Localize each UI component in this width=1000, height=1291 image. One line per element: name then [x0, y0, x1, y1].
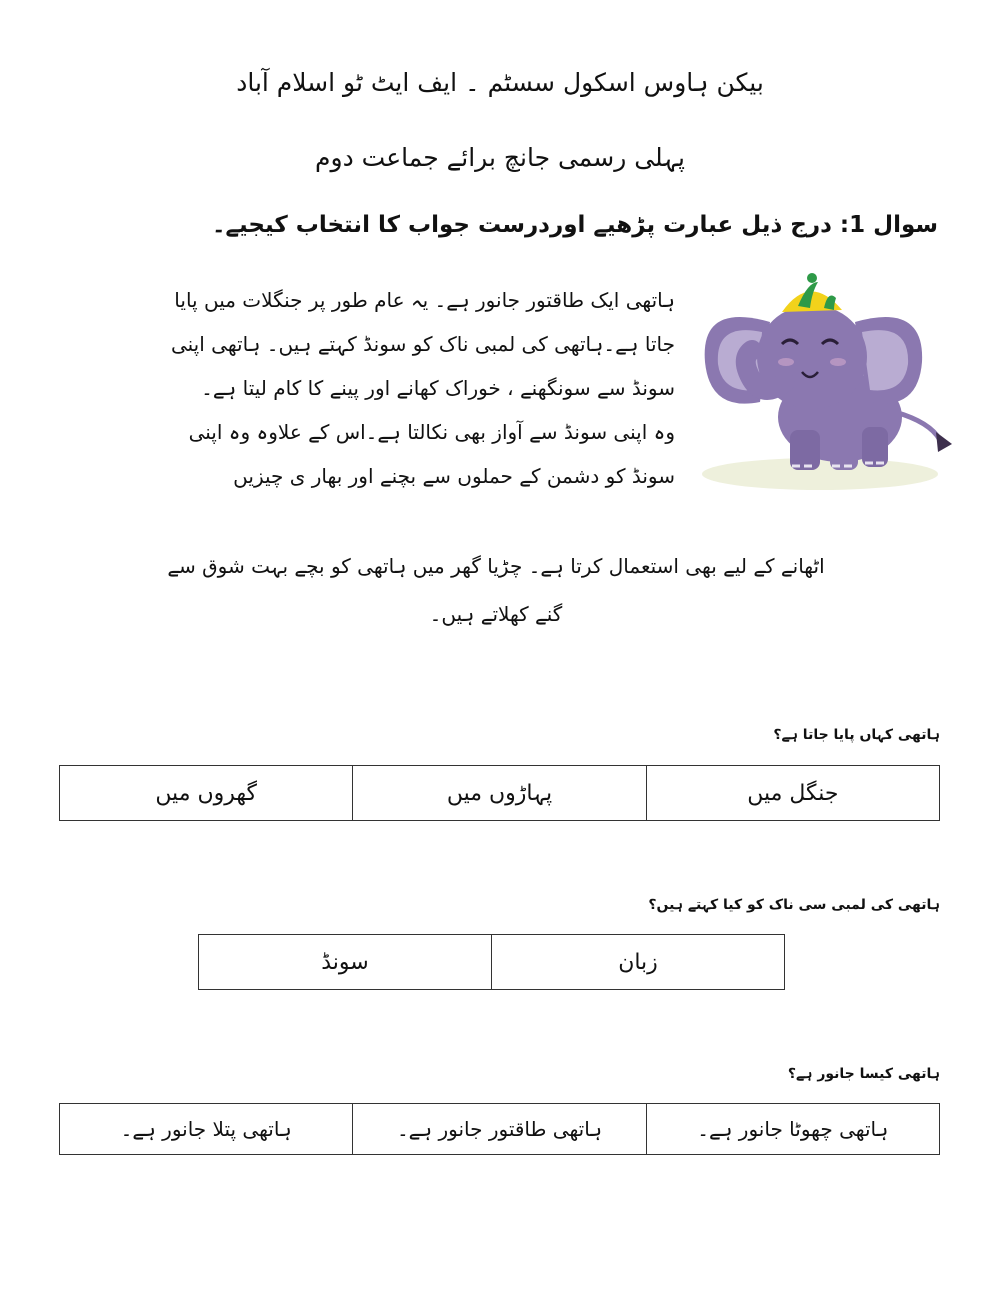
question-c: ہاتھی کیسا جانور ہے؟	[787, 1066, 940, 1082]
passage-line: اٹھانے کے لیے بھی استعمال کرتا ہے۔ چڑیا گھر میں ہاتھی کو بچے بہت شوق سے	[167, 554, 825, 578]
option-cell[interactable]: جنگل میں	[646, 766, 939, 821]
passage-line: سونڈ سے سونگھنے ، خوراک کھانے اور پینے کا کام لیتا ہے۔	[201, 376, 675, 400]
passage-top	[55, 278, 675, 498]
passage-line: سونڈ کو دشمن کے حملوں سے بچنے اور بھار ی چیزیں	[233, 464, 675, 488]
question-1-instruction: سوال 1: درج ذیل عبارت پڑھیے اوردرست جواب کا انتخاب کیجیے۔	[212, 212, 938, 238]
option-cell[interactable]: ہاتھی طاقتور جانور ہے۔	[353, 1104, 646, 1155]
option-cell[interactable]: ہاتھی پتلا جانور ہے۔	[60, 1104, 353, 1155]
passage-line: جاتا ہے۔ہاتھی کی لمبی ناک کو سونڈ کہتے ہیں۔ ہاتھی اپنی	[170, 332, 675, 356]
elephant-icon	[690, 262, 960, 492]
school-name: بیکن ہاوس اسکول سسٹم ۔ ایف ایٹ ٹو اسلام آباد	[236, 68, 764, 97]
exam-title: پہلی رسمی جانچ برائے جماعت دوم	[315, 143, 685, 172]
option-cell[interactable]: گھروں میں	[60, 766, 353, 821]
question-a-options	[59, 765, 940, 821]
passage-line: وہ اپنی سونڈ سے آواز بھی نکالتا ہے۔اس کے علاوہ وہ اپنی	[188, 420, 675, 444]
passage-line: ہاتھی ایک طاقتور جانور ہے۔ یہ عام طور پر جنگلات میں پایا	[174, 288, 675, 312]
question-b-options	[198, 934, 785, 990]
question-a: ہاتھی کہاں پایا جاتا ہے؟	[773, 727, 940, 743]
passage-line: گنے کھلاتے ہیں۔	[429, 602, 563, 626]
option-cell[interactable]: پہاڑوں میں	[353, 766, 646, 821]
option-cell[interactable]: سونڈ	[199, 935, 492, 990]
question-c-options	[59, 1103, 940, 1155]
passage-bottom	[62, 542, 930, 638]
option-cell[interactable]: ہاتھی چھوٹا جانور ہے۔	[646, 1104, 939, 1155]
option-cell[interactable]: زبان	[492, 935, 785, 990]
question-b: ہاتھی کی لمبی سی ناک کو کیا کہتے ہیں؟	[648, 897, 940, 913]
